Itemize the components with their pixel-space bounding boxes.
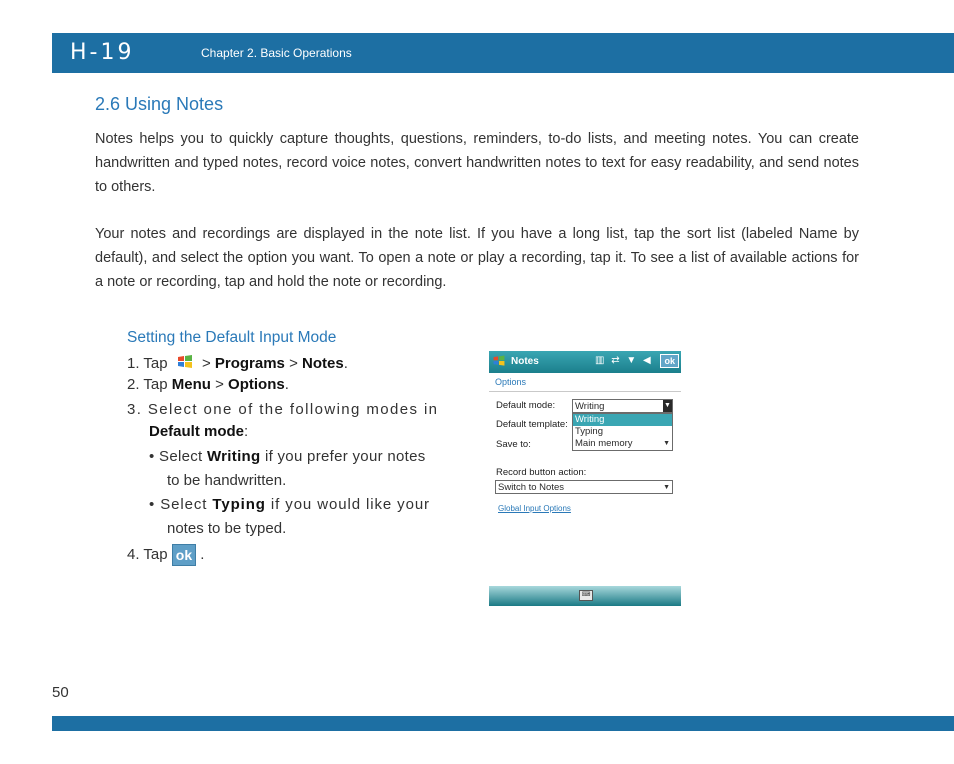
save-to-select[interactable]: Main memory ▼ [575,438,670,449]
chapter-title: Chapter 2. Basic Operations [201,46,352,60]
step-1: 1. Tap > Programs > Notes. [127,355,348,372]
global-input-options-link[interactable]: Global Input Options [498,504,571,513]
step-2: 2. Tap Menu > Options. [127,376,289,393]
options-heading: Options [495,377,527,387]
procedure-title: Setting the Default Input Mode [127,329,337,346]
dropdown-list [572,413,673,451]
status-icons: ▥ ⇄ ▼ ◀ [595,355,653,366]
default-template-label: Default template: [496,419,568,430]
bullet-writing-cont: to be handwritten. [167,472,287,489]
section-title: 2.6 Using Notes [95,94,224,114]
save-to-label: Save to: [496,439,531,450]
bullet-typing: • Select Typing if you would like your [149,496,430,513]
device-title-bar [489,351,681,373]
chevron-down-icon: ▼ [663,400,672,412]
device-app-title: Notes [511,356,539,367]
step-4: 4. Tap ok . [127,544,204,566]
default-mode-label: Default mode: [496,400,556,411]
divider [489,391,681,392]
step-3: 3. Select one of the following modes in [127,401,439,418]
step-3-term: Default mode: [149,423,249,440]
device-screenshot [489,351,681,606]
header-bar [52,33,954,73]
footer-bar [52,716,954,731]
record-action-select[interactable]: Switch to Notes ▼ [495,480,673,494]
option-typing[interactable]: Typing [575,426,603,437]
record-label: Record button action: [496,467,587,478]
windows-start-icon [176,354,194,370]
device-ok-button[interactable]: ok [660,354,679,368]
default-mode-select[interactable]: Writing ▼ [572,399,673,413]
page-number: 50 [52,684,69,701]
bullet-typing-cont: notes to be typed. [167,520,287,537]
chevron-down-icon: ▼ [663,484,670,491]
option-writing[interactable]: Writing [573,414,672,426]
chevron-down-icon: ▼ [663,440,670,447]
ok-icon: ok [172,544,196,566]
bullet-writing: • Select Writing if you prefer your notes [149,448,426,465]
paragraph: Notes helps you to quickly capture thoughts, questions, reminders, to-do lists, and meeting notes. You can create handwritten and typed notes, record voice notes, convert handwritten notes to text for easy readability, and send notes to others. [95,131,859,195]
windows-start-icon [492,354,506,371]
logo: H-19 [70,40,135,65]
paragraph: Your notes and recordings are displayed in the note list. If you have a long list, tap the sort list (labeled Name by default), and select the option you want. To open a note or play a recording, tap it. To see a list of available actions for a note or recording, tap and hold the note or recording. [95,226,859,290]
keyboard-icon[interactable]: ⌨ [579,590,593,601]
device-softkey-bar [489,586,681,606]
